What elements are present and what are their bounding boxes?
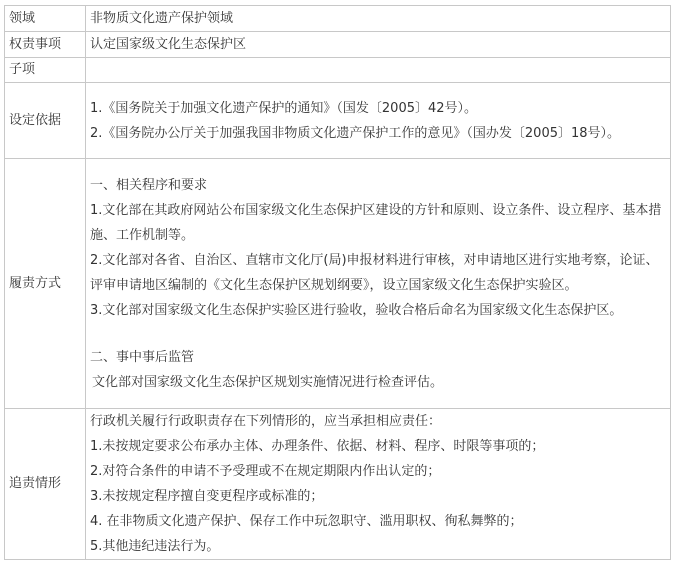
content-line: 2.对符合条件的申请不予受理或不在规定期限内作出认定的；: [90, 464, 441, 479]
row-content: [86, 83, 671, 159]
row-content: [86, 159, 671, 409]
responsibility-table: [4, 5, 671, 560]
content-line: 3.文化部对国家级文化生态保护实验区进行验收，验收合格后命名为国家级文化生态保护区。: [90, 302, 623, 318]
content-line: 2.文化部对各省、自治区、直辖市文化厅(局)申报材料进行审核，对申请地区进行实地考察，论证、评审申请地区编制的《文化生态保护区规划纲要》，设立国家级文化生态保护实验区。: [90, 252, 659, 293]
content-line: 二、事中事后监管: [90, 349, 195, 365]
row-label: 设定依据: [5, 83, 86, 159]
row-content: [86, 6, 671, 32]
table-row-accountability: [5, 409, 671, 560]
row-label: 子项: [5, 58, 86, 83]
content-line: 文化部对国家级文化生态保护区规划实施情况进行检查评估。: [92, 374, 444, 390]
content-line: 5.其他违纪违法行为。: [90, 539, 220, 554]
table-row-method: [5, 159, 671, 409]
content-line: 1.文化部在其政府网站公布国家级文化生态保护区建设的方针和原则、设立条件、设立程序、基本措施、工作机制等。: [90, 202, 662, 243]
row-content: [86, 32, 671, 58]
table-row-domain: [5, 6, 671, 32]
content-line: 一、相关程序和要求: [90, 177, 208, 193]
row-label: 权责事项: [5, 32, 86, 58]
row-label: 履责方式: [5, 159, 86, 409]
content-line: 非物质文化遗产保护领域: [90, 11, 234, 26]
content-line: 2.《国务院办公厅关于加强我国非物质文化遗产保护工作的意见》（国办发〔2005〕18号）。: [90, 125, 621, 141]
row-content: [86, 58, 671, 83]
content-line: 认定国家级文化生态保护区: [90, 37, 247, 52]
content-line: 1.《国务院关于加强文化遗产保护的通知》（国发〔2005〕42号）。: [90, 100, 478, 116]
blank-line: [90, 323, 666, 345]
content-line: 行政机关履行行政职责存在下列情形的，应当承担相应责任：: [90, 414, 442, 429]
content-line: 4. 在非物质文化遗产保护、保存工作中玩忽职守、滥用职权、徇私舞弊的；: [90, 514, 523, 529]
content-line: 3.未按规定程序擅自变更程序或标准的；: [90, 489, 324, 504]
content-line: 1.未按规定要求公布承办主体、办理条件、依据、材料、程序、时限等事项的；: [90, 439, 545, 454]
row-content: [86, 409, 671, 560]
table-row-subitem: [5, 58, 671, 83]
row-label: 追责情形: [5, 409, 86, 560]
table-row-item: [5, 32, 671, 58]
row-label: 领域: [5, 6, 86, 32]
table-row-basis: [5, 83, 671, 159]
